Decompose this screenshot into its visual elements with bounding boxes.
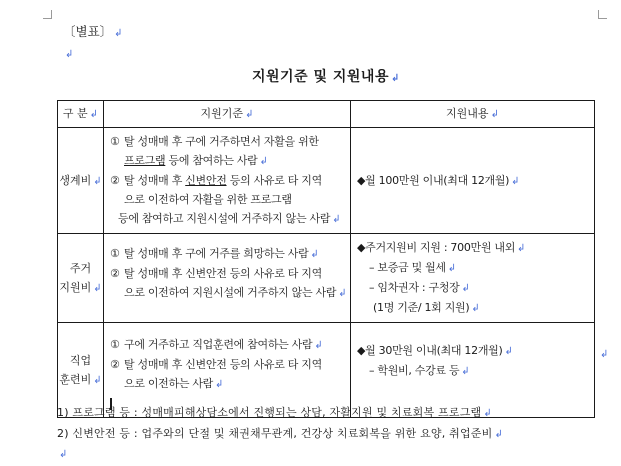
paragraph-mark-icon: ↲ (338, 288, 347, 299)
criteria-number: ① (110, 338, 120, 351)
criteria-text: 구에 거주하고 직업훈련에 참여하는 사람 (124, 338, 313, 351)
paragraph-mark-icon: ↲ (59, 449, 68, 460)
criteria-underlined-term: 프로그램 (124, 154, 166, 167)
document-title-text: 지원기준 및 지원내용 (252, 69, 389, 85)
criteria-text: 탈 성매매 후 (124, 174, 186, 187)
criteria-item (110, 132, 344, 151)
criteria-text: 탈 성매매 후 구에 거주를 희망하는 사람 (124, 247, 309, 260)
table-header-cell-category[interactable] (58, 101, 104, 128)
paragraph-mark-icon: ↲ (310, 249, 319, 260)
criteria-text: 탈 성매매 후 신변안전 등의 사유로 타 지역 (124, 267, 322, 280)
content-cell-living[interactable] (351, 128, 595, 234)
paragraph-mark-icon: ↲ (490, 109, 499, 120)
empty-paragraph[interactable] (57, 446, 67, 460)
content-text: ◆주거지원비 지원 : 700만원 내외 (357, 241, 516, 254)
paragraph-mark-icon: ↲ (461, 283, 470, 294)
support-table (57, 100, 595, 418)
paragraph-mark-icon: ↲ (461, 366, 470, 377)
table-header-cell-content[interactable] (351, 101, 595, 128)
criteria-continuation (110, 151, 344, 171)
criteria-number: ② (110, 174, 120, 187)
paragraph-mark-icon: ↲ (511, 175, 520, 187)
table-header-row (58, 101, 595, 128)
criteria-item (110, 264, 344, 283)
category-label: 생계비 (59, 173, 92, 187)
content-line (357, 238, 588, 258)
criteria-continuation (110, 190, 344, 209)
content-text: (1명 기준/ 1회 지원) (373, 301, 470, 314)
paragraph-mark-icon: ↲ (93, 175, 102, 187)
paragraph-mark-icon: ↲ (390, 73, 400, 84)
footnote-text: 2) 신변안전 등 : 업주와의 단절 및 채권채무관계, 건강상 치료회복을 위한 요양, 취업준비 (57, 427, 493, 440)
header-label: 지원내용 (446, 107, 489, 120)
content-line (357, 341, 588, 361)
paragraph-mark-icon: ↲ (314, 340, 323, 351)
paragraph-mark-icon: ↲ (114, 28, 123, 39)
attachment-label-text: 〔별표〕 (63, 24, 113, 39)
criteria-continuation (110, 283, 347, 303)
paragraph-mark-icon: ↲ (517, 243, 526, 254)
criteria-number: ① (110, 247, 120, 260)
paragraph-mark-icon: ↲ (259, 156, 268, 167)
category-cell-living[interactable] (58, 128, 104, 234)
content-line (357, 361, 588, 381)
paragraph-mark-icon: ↲ (600, 349, 609, 360)
table-row (58, 234, 595, 323)
table-row (58, 128, 595, 234)
content-text: – 학원비, 수강료 등 (369, 364, 460, 377)
paragraph-mark-icon: ↲ (504, 346, 513, 357)
criteria-text: 등의 사유로 타 지역 (226, 174, 322, 187)
empty-paragraph[interactable] (63, 46, 73, 60)
criteria-cell-housing[interactable] (104, 234, 351, 323)
category-label: 훈련비 (59, 372, 92, 386)
criteria-text: 등에 참여하고 지원시설에 거주하지 않는 사람 (118, 212, 331, 225)
content-line (357, 258, 588, 278)
criteria-continuation (110, 374, 344, 394)
criteria-text: 탈 성매매 후 구에 거주하면서 자활을 위한 (124, 135, 319, 148)
content-line (357, 171, 588, 191)
paragraph-mark-icon: ↲ (215, 379, 224, 390)
criteria-item (110, 335, 344, 355)
criteria-item (110, 355, 344, 374)
paragraph-mark-icon: ↲ (245, 109, 254, 120)
criteria-text: 으로 이전하는 사람 (124, 377, 214, 390)
paragraph-mark-icon: ↲ (471, 303, 480, 314)
paragraph-mark-icon: ↲ (447, 263, 456, 274)
criteria-text: 으로 이전하여 지원시설에 거주하지 않는 사람 (124, 286, 337, 299)
category-label: 주거 (69, 261, 92, 275)
page-corner-mark-right (598, 10, 607, 19)
criteria-text: 등에 참여하는 사람 (165, 154, 258, 167)
content-text: – 임차권자 : 구청장 (369, 281, 460, 294)
header-label: 구 분 (62, 107, 88, 120)
paragraph-mark-icon: ↲ (89, 109, 99, 120)
content-text: – 보증금 및 월세 (369, 261, 446, 274)
paragraph-mark-icon: ↲ (65, 49, 74, 60)
criteria-number: ① (110, 135, 120, 148)
paragraph-mark-icon: ↲ (494, 429, 504, 440)
content-text: ◆월 30만원 이내(최대 12개월) (357, 344, 503, 357)
content-line (357, 278, 588, 298)
paragraph-mark-icon: ↲ (483, 408, 492, 419)
category-label: 직업 (69, 353, 92, 367)
criteria-underlined-term: 신변안전 (185, 174, 227, 187)
footnote-2[interactable] (57, 425, 503, 441)
paragraph-end-mark (598, 346, 608, 360)
criteria-cell-living[interactable] (104, 128, 351, 234)
content-text: ◆월 100만원 이내(최대 12개월) (357, 173, 510, 187)
criteria-item (110, 171, 344, 190)
footnote-text: 1) 프로그램 등 : 성매매피해상담소에서 진행되는 상담, 자활지원 및 치료회복 프로그램 (57, 406, 482, 419)
header-label: 지원기준 (200, 107, 244, 120)
criteria-text: 탈 성매매 후 신변안전 등의 사유로 타 지역 (124, 358, 322, 371)
content-line (357, 298, 588, 318)
criteria-number: ② (110, 358, 120, 371)
category-cell-housing[interactable] (58, 234, 104, 323)
paragraph-mark-icon: ↲ (93, 374, 102, 386)
criteria-item (110, 244, 344, 264)
document-title[interactable] (252, 66, 400, 86)
category-label: 지원비 (59, 280, 92, 294)
criteria-continuation (110, 209, 344, 229)
criteria-text: 으로 이전하여 자활을 위한 프로그램 (124, 193, 292, 206)
attachment-label[interactable] (63, 22, 123, 40)
paragraph-mark-icon: ↲ (93, 282, 102, 294)
footnote-1[interactable] (57, 404, 492, 420)
criteria-number: ② (110, 267, 120, 280)
page-corner-mark-left (43, 10, 52, 19)
paragraph-mark-icon: ↲ (332, 214, 341, 225)
table-header-cell-criteria[interactable] (104, 101, 351, 128)
content-cell-housing[interactable] (351, 234, 595, 323)
